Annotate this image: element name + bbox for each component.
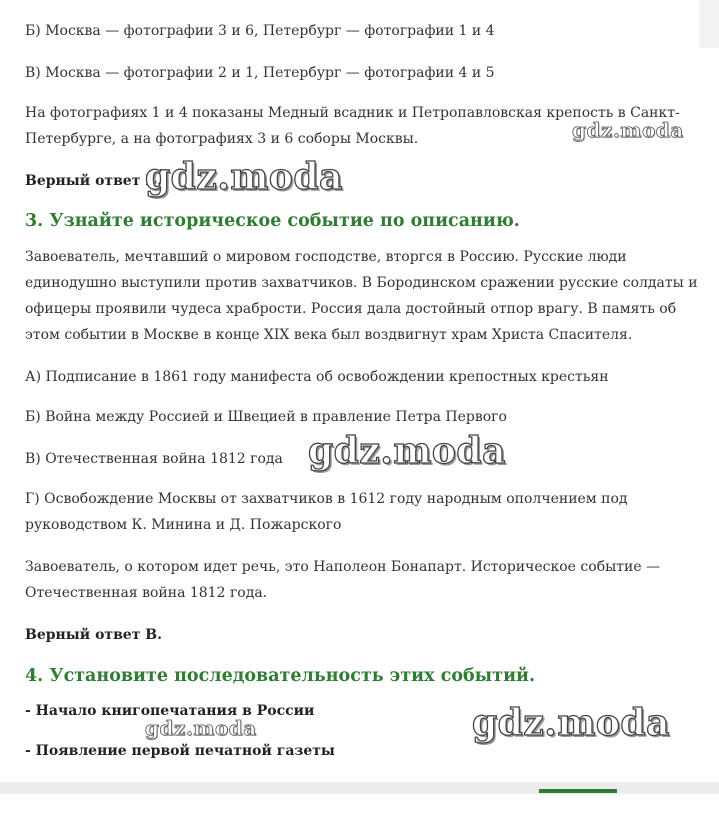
q3-description-line-1: Завоеватель, мечтавший о мировом господстве, вторгся в Россию. Русские люди bbox=[25, 249, 627, 265]
footer-accent-line bbox=[539, 789, 617, 793]
q3-option-v: В) Отечественная война 1812 года bbox=[25, 451, 283, 467]
q3-option-g-line-2: руководством К. Минина и Д. Пожарского bbox=[25, 517, 342, 533]
q3-option-g-line-1: Г) Освобождение Москвы от захватчиков в 1612 году народным ополчением под bbox=[25, 491, 628, 507]
option-v-previous: В) Москва — фотографии 2 и 1, Петербург — фотографии 4 и 5 bbox=[25, 65, 495, 81]
q3-description-line-3: офицеры проявили чудеса храбрости. Россия дала достойный отпор врагу. В память об bbox=[25, 301, 677, 317]
q3-description-line-2: единодушно выступили против захватчиков. В Бородинском сражении русские солдаты и bbox=[25, 275, 698, 291]
q4-item-1: - Начало книгопечатания в России bbox=[25, 703, 315, 719]
watermark-5: gdz.moda bbox=[472, 702, 670, 744]
answer-previous: Верный ответ Б. bbox=[25, 173, 163, 189]
watermark-1: gdz.moda bbox=[572, 118, 684, 142]
watermark-2: gdz.moda bbox=[145, 156, 343, 198]
question-3-heading: 3. Узнайте историческое событие по описанию. bbox=[25, 211, 520, 231]
explanation-previous-line-2: Петербурге, а на фотографиях 3 и 6 соборы Москвы. bbox=[25, 131, 419, 147]
question-4-heading: 4. Установите последовательность этих событий. bbox=[25, 666, 536, 686]
q3-description-line-4: этом событии в Москве в конце XIX века был воздвигнут храм Христа Спасителя. bbox=[25, 327, 633, 343]
watermark-4: gdz.moda bbox=[145, 716, 257, 740]
q3-option-a: А) Подписание в 1861 году манифеста об освобождении крепостных крестьян bbox=[25, 369, 609, 385]
option-b-previous: Б) Москва — фотографии 3 и 6, Петербург — фотографии 1 и 4 bbox=[25, 23, 495, 39]
q3-explanation-line-2: Отечественная война 1812 года. bbox=[25, 585, 268, 601]
q3-option-b: Б) Война между Россией и Швецией в правление Петра Первого bbox=[25, 409, 507, 425]
q3-answer: Верный ответ В. bbox=[25, 627, 162, 643]
q4-item-2: - Появление первой печатной газеты bbox=[25, 743, 335, 759]
watermark-3: gdz.moda bbox=[308, 430, 506, 472]
explanation-previous-line-1: На фотографиях 1 и 4 показаны Медный всадник и Петропавловская крепость в Санкт- bbox=[25, 105, 680, 121]
q3-explanation-line-1: Завоеватель, о котором идет речь, это Наполеон Бонапарт. Историческое событие — bbox=[25, 559, 661, 575]
right-edge-shade bbox=[699, 0, 719, 48]
